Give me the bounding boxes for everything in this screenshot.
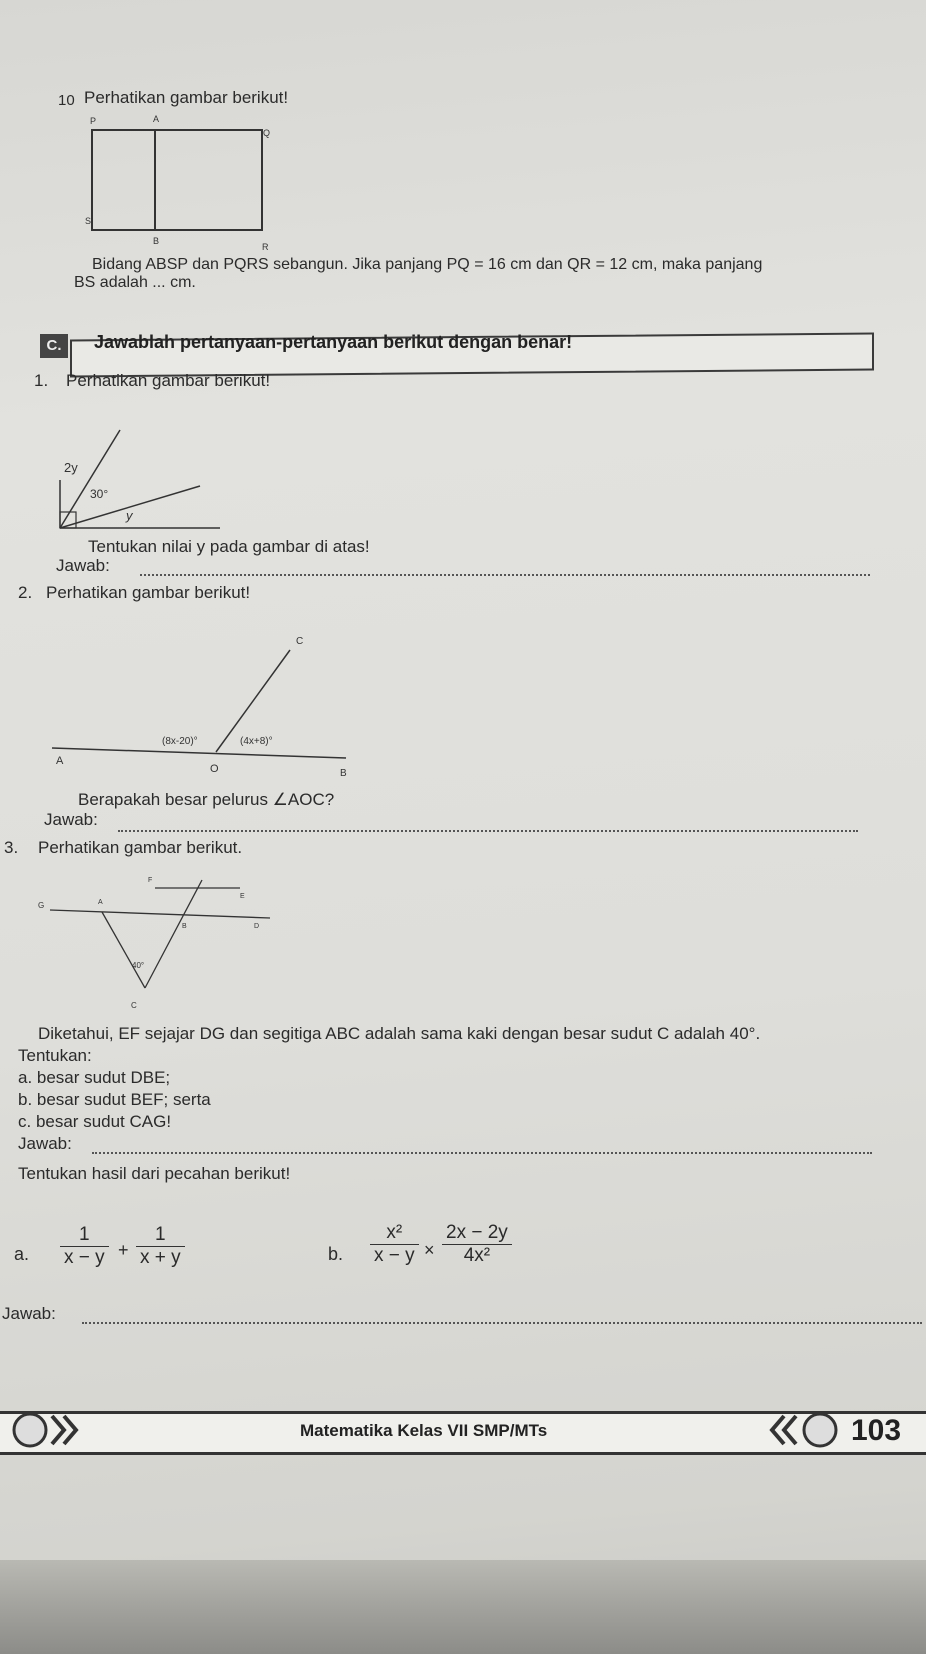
fraction-a2 xyxy=(136,1224,185,1269)
label-c: C xyxy=(296,636,304,647)
q1-answer-label: Jawab: xyxy=(56,556,110,575)
q1-intro: Perhatikan gambar berikut! xyxy=(66,371,271,390)
q3-answer-label: Jawab: xyxy=(18,1134,72,1153)
q2-question: Berapakah besar pelurus ∠AOC? xyxy=(78,790,335,809)
fraction-a1-denominator: x − y xyxy=(64,1247,105,1268)
q10-number: 10 xyxy=(58,92,75,109)
q3-number: 3. xyxy=(4,838,19,857)
q4-answer-line[interactable] xyxy=(82,1322,922,1324)
q3-item-a: a. besar sudut DBE; xyxy=(18,1068,171,1087)
rectangle-pqrs xyxy=(92,130,262,230)
label-2y: 2y xyxy=(64,460,78,475)
label-y: y xyxy=(126,508,133,523)
q3-item-c: c. besar sudut CAG! xyxy=(18,1112,172,1131)
label-a: A xyxy=(153,114,160,124)
footer-arrow-right-icon xyxy=(760,1404,850,1456)
fraction-a2-denominator: x + y xyxy=(140,1247,181,1268)
q3-answer-line[interactable] xyxy=(92,1152,872,1154)
q1-number: 1. xyxy=(34,371,49,390)
fraction-a1 xyxy=(60,1224,109,1269)
q2-answer-line[interactable] xyxy=(118,830,858,832)
label-e: E xyxy=(240,893,245,900)
footer-book-title: Matematika Kelas VII SMP/MTs xyxy=(300,1421,548,1440)
q3-item-b: b. besar sudut BEF; serta xyxy=(18,1090,211,1109)
label-s: S xyxy=(85,216,92,226)
fraction-b1 xyxy=(370,1222,419,1267)
fraction-a1-numerator: 1 xyxy=(60,1224,109,1247)
footer-arrow-left-icon xyxy=(6,1404,86,1456)
q2-answer-label: Jawab: xyxy=(44,810,98,829)
q4-b-label: b. xyxy=(328,1244,344,1264)
q4-intro: Tentukan hasil dari pecahan berikut! xyxy=(18,1164,291,1183)
q10-text-line1: Bidang ABSP dan PQRS sebangun. Jika panjang PQ = 16 cm dan QR = 12 cm, maka panjang xyxy=(92,256,763,273)
triangle-figure xyxy=(30,870,290,1020)
label-left-angle: (8x-20)° xyxy=(162,736,198,747)
side-bc-extended xyxy=(145,880,202,988)
q3-intro: Perhatikan gambar berikut. xyxy=(38,838,243,857)
q4-a-label: a. xyxy=(14,1244,30,1264)
label-p: P xyxy=(90,116,97,126)
label-b: B xyxy=(153,236,160,246)
q2-intro: Perhatikan gambar berikut! xyxy=(46,583,251,602)
angle-figure-2 xyxy=(50,630,370,780)
q10-text-line2: BS adalah ... cm. xyxy=(74,274,196,291)
label-angle-40: 40° xyxy=(132,961,145,970)
q3-task: Tentukan: xyxy=(18,1046,92,1065)
q3-given: Diketahui, EF sejajar DG dan segitiga ABC adalah sama kaki dengan besar sudut C adalah 40°. xyxy=(38,1024,761,1043)
label-f: F xyxy=(148,877,153,884)
label-d: D xyxy=(254,923,260,930)
page-bottom-shadow xyxy=(0,1560,926,1654)
times-operator: × xyxy=(424,1240,435,1260)
fraction-b2-numerator: 2x − 2y xyxy=(442,1222,512,1245)
label-b: B xyxy=(340,768,347,779)
label-b: B xyxy=(182,923,187,930)
angle-figure-1 xyxy=(50,420,230,535)
q1-question: Tentukan nilai y pada gambar di atas! xyxy=(88,537,370,556)
q10-intro: Perhatikan gambar berikut! xyxy=(84,88,289,107)
plus-operator: + xyxy=(118,1240,129,1260)
fraction-b2 xyxy=(442,1222,512,1267)
label-g: G xyxy=(38,901,45,910)
q4-answer-label: Jawab: xyxy=(2,1304,56,1323)
section-badge: C. xyxy=(40,334,68,358)
fraction-b2-denominator: 4x² xyxy=(463,1245,491,1266)
label-a: A xyxy=(56,755,64,767)
fraction-a2-numerator: 1 xyxy=(136,1224,185,1247)
label-30deg: 30° xyxy=(90,487,109,501)
label-c: C xyxy=(131,1001,137,1010)
q1-answer-line[interactable] xyxy=(140,574,870,576)
label-q: Q xyxy=(263,128,271,138)
line-gd xyxy=(50,910,270,918)
side-ac xyxy=(102,912,145,988)
fraction-b1-numerator: x² xyxy=(370,1222,419,1245)
fraction-b1-denominator: x − y xyxy=(374,1245,415,1266)
page-number: 103 xyxy=(850,1414,902,1447)
label-right-angle: (4x+8)° xyxy=(240,736,273,747)
label-a: A xyxy=(98,899,103,906)
rectangle-figure xyxy=(80,110,280,250)
line-ab xyxy=(52,748,346,758)
label-r: R xyxy=(262,242,269,250)
section-title: Jawablah pertanyaan-pertanyaan berikut dengan benar! xyxy=(94,332,573,352)
label-o: O xyxy=(210,763,219,775)
q2-number: 2. xyxy=(18,583,33,602)
